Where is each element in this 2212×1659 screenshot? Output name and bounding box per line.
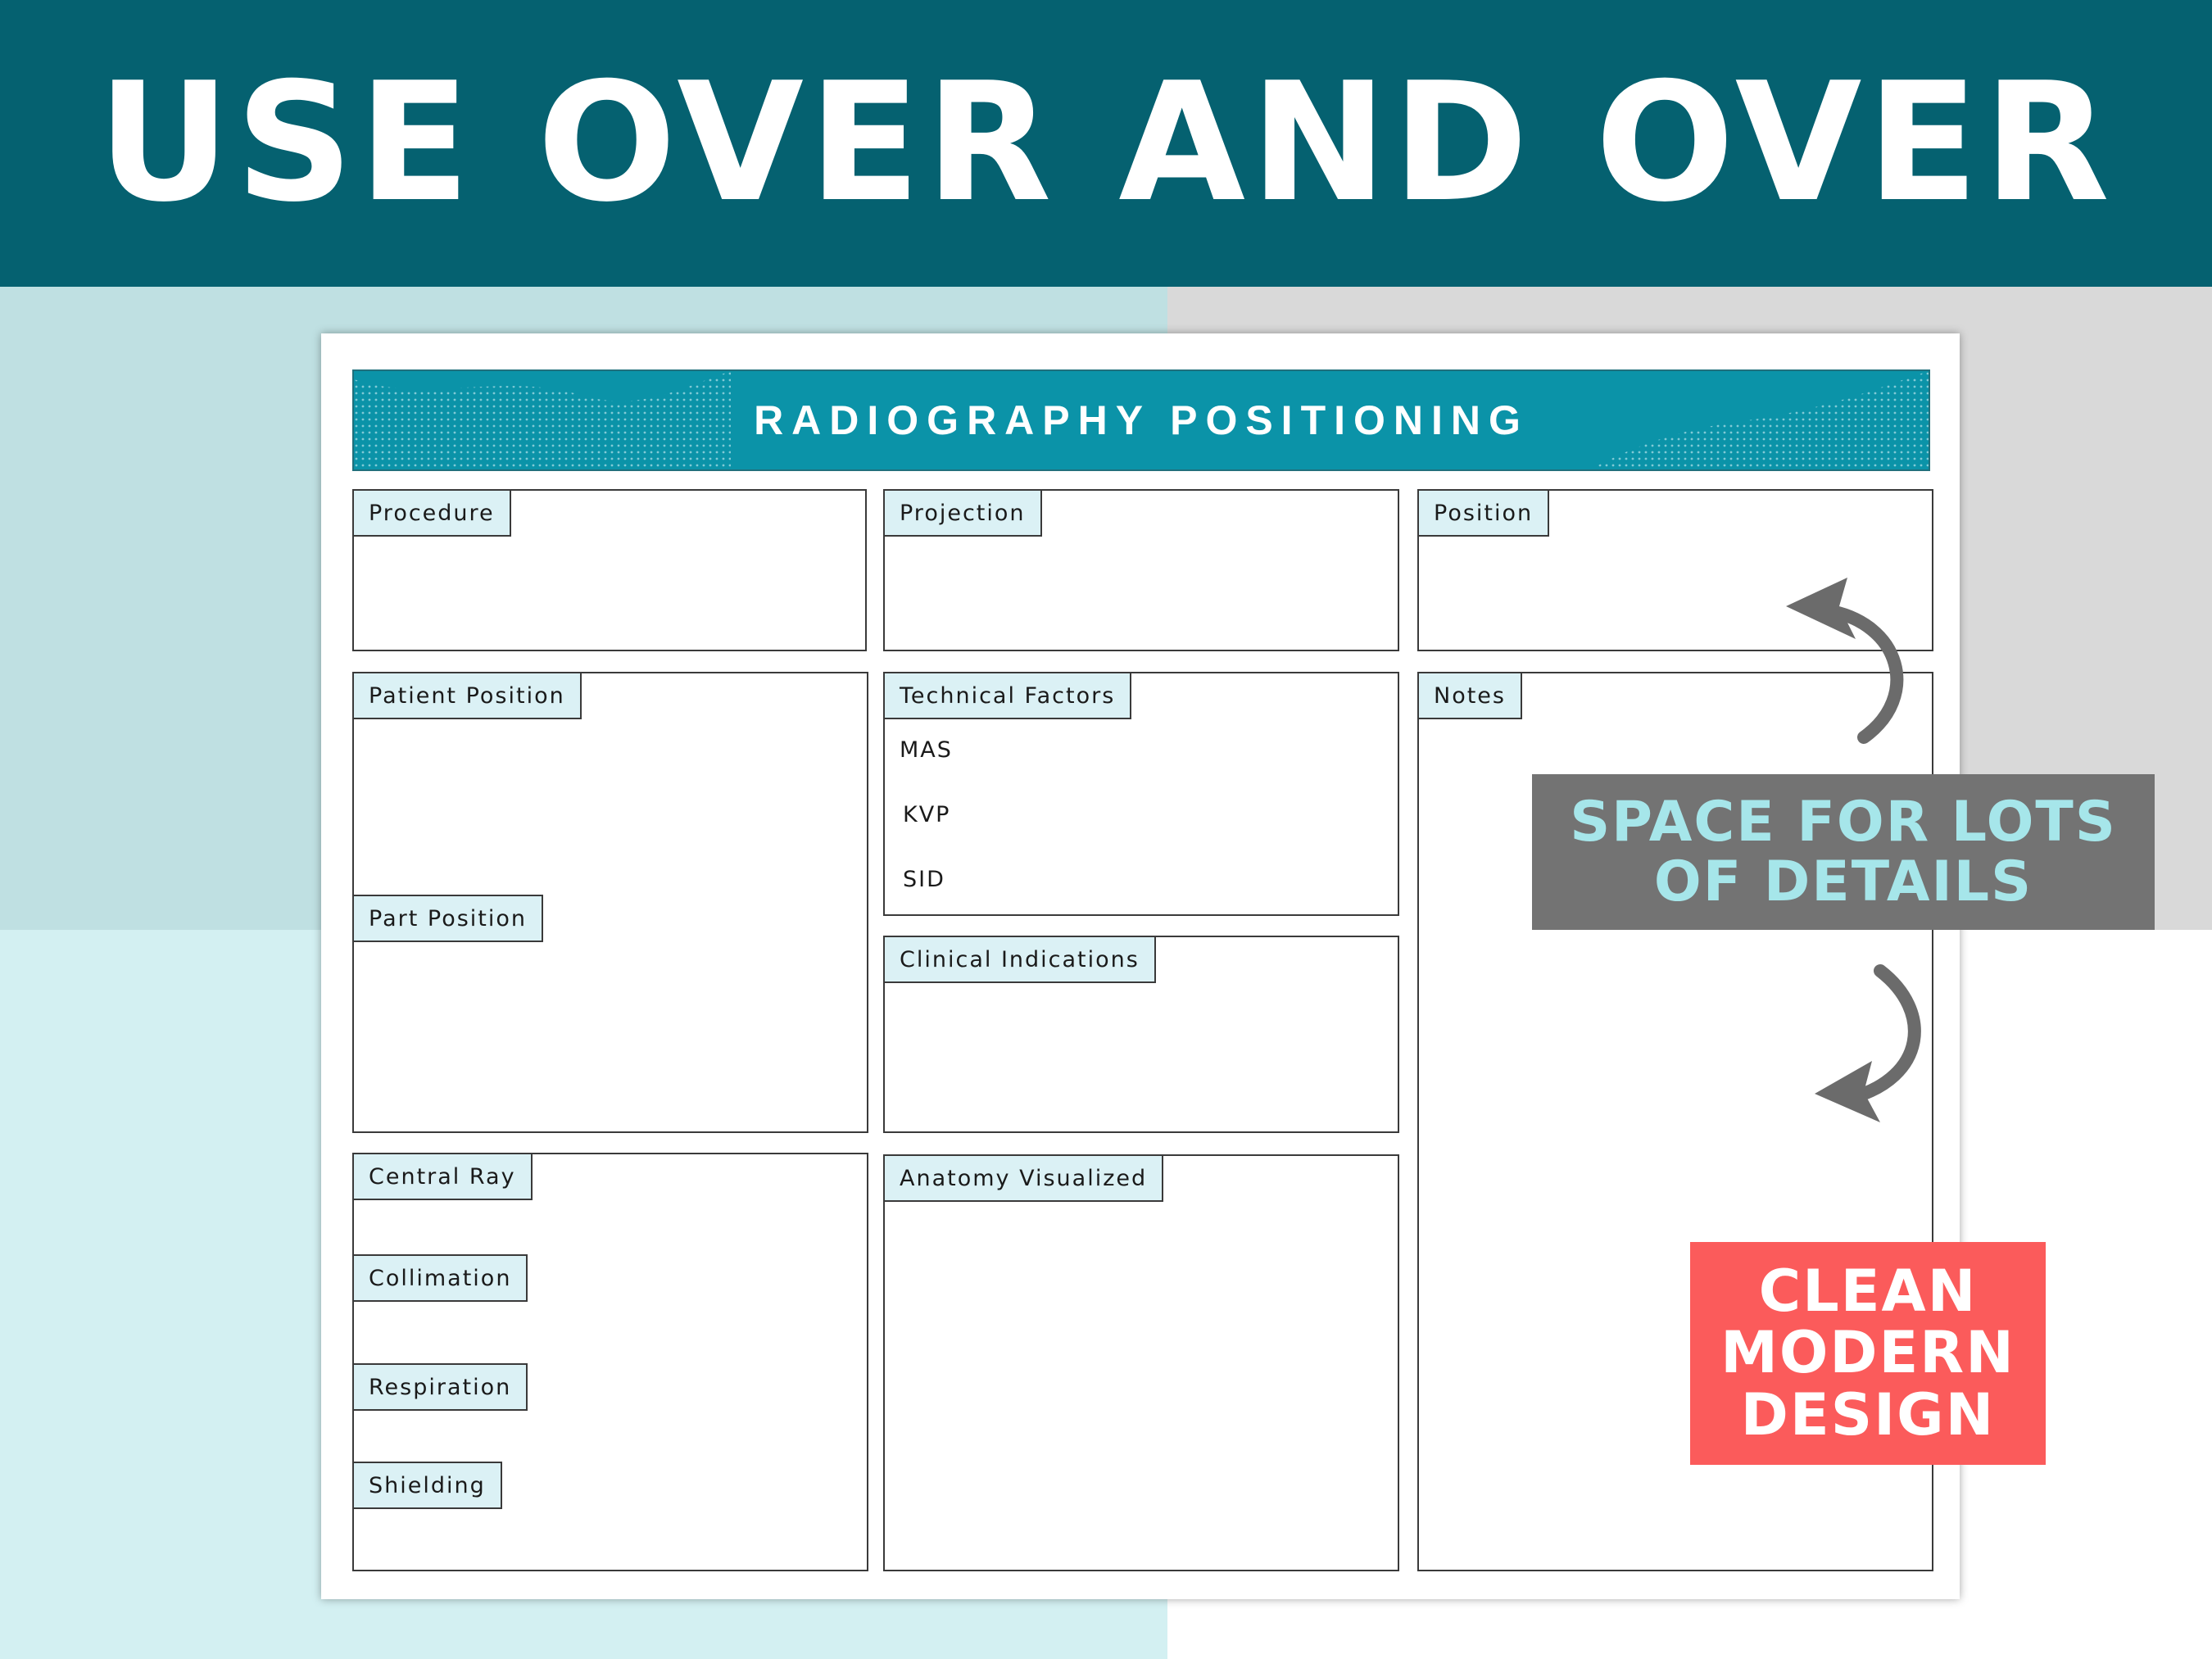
clean-callout-line-3: DESIGN	[1740, 1380, 1996, 1448]
technical-factors-label: Technical Factors	[883, 672, 1131, 719]
collimation-label: Collimation	[352, 1254, 528, 1302]
clean-callout-line-1: CLEAN	[1758, 1257, 1978, 1325]
patient-position-box[interactable]	[352, 672, 868, 1133]
patient-position-label: Patient Position	[352, 672, 582, 719]
sid-field[interactable]: SID	[903, 867, 945, 892]
position-label: Position	[1417, 489, 1549, 537]
anatomy-visualized-box[interactable]	[883, 1154, 1399, 1571]
anatomy-visualized-label: Anatomy Visualized	[883, 1154, 1163, 1202]
worksheet-title: RADIOGRAPHY POSITIONING	[754, 397, 1529, 443]
respiration-label: Respiration	[352, 1363, 528, 1411]
mas-field[interactable]: MAS	[900, 737, 953, 763]
projection-label: Projection	[883, 489, 1042, 537]
clean-design-callout	[1690, 1242, 2046, 1465]
kvp-field[interactable]: KVP	[903, 802, 951, 827]
projection-box[interactable]	[883, 489, 1399, 651]
space-callout-line-2: OF DETAILS	[1653, 850, 2033, 914]
clinical-indications-label: Clinical Indications	[883, 936, 1156, 983]
space-callout	[1532, 774, 2155, 930]
headline: USE OVER AND OVER	[97, 48, 2115, 238]
central-ray-label: Central Ray	[352, 1153, 533, 1200]
top-banner	[0, 0, 2212, 287]
procedure-label: Procedure	[352, 489, 511, 537]
curved-arrow-down-icon	[1802, 963, 1950, 1126]
clean-callout-line-2: MODERN	[1720, 1319, 2015, 1387]
procedure-box[interactable]	[352, 489, 867, 651]
clinical-indications-box[interactable]	[883, 936, 1399, 1133]
worksheet-header	[352, 369, 1930, 471]
shielding-label: Shielding	[352, 1462, 502, 1509]
central-ray-box[interactable]	[352, 1153, 868, 1571]
curved-arrow-up-icon	[1770, 573, 1917, 746]
notes-label: Notes	[1417, 672, 1522, 719]
technical-factors-box[interactable]	[883, 672, 1399, 916]
space-callout-line-1: SPACE FOR LOTS	[1570, 789, 2117, 854]
part-position-label: Part Position	[352, 895, 543, 942]
